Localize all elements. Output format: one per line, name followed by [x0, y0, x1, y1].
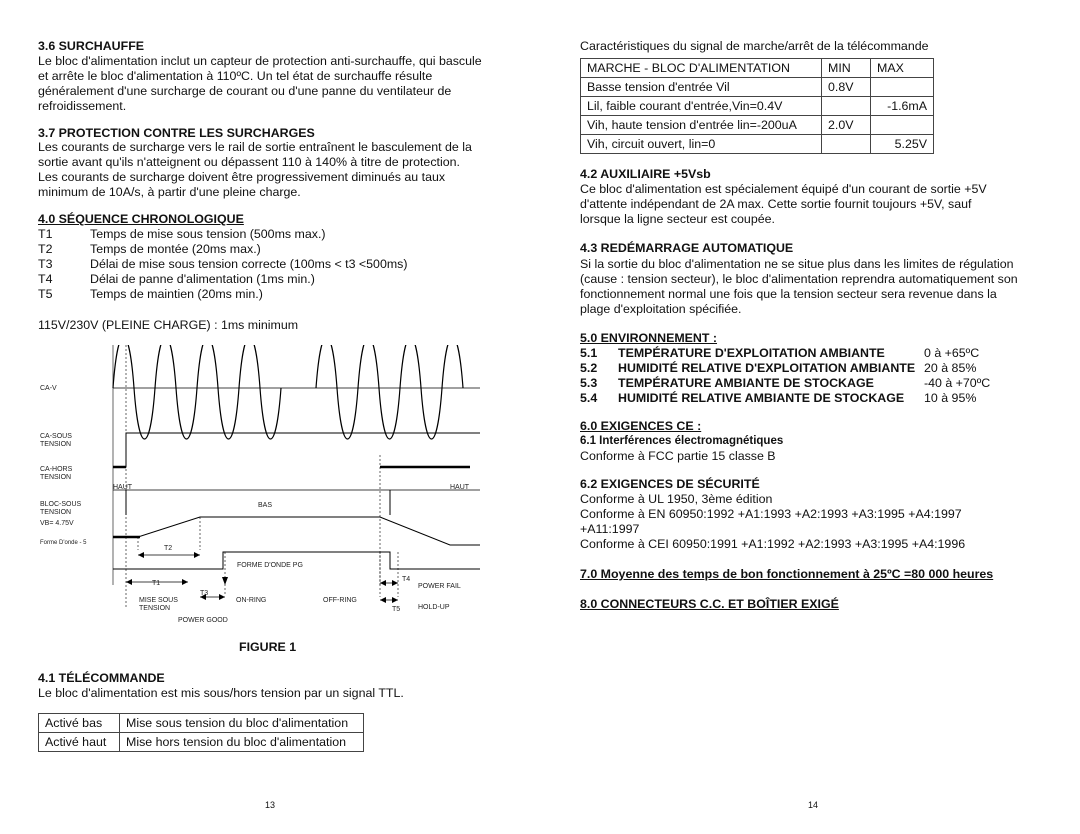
- env-value: 20 à 85%: [924, 361, 977, 375]
- text-line: Le bloc d'alimentation inclut un capteur de protection anti-surchauffe, qui bascule: [38, 54, 482, 68]
- table-cell: Vih, circuit ouvert, lin=0: [581, 135, 822, 154]
- heading-6-0: 6.0 EXIGENCES CE :: [580, 419, 702, 433]
- env-value: 10 à 95%: [924, 391, 977, 405]
- list-item: [38, 257, 408, 272]
- item-key: T2: [38, 242, 53, 256]
- table-cell: [871, 78, 934, 97]
- env-key: 5.1: [580, 346, 598, 360]
- label-mise-sous-2: TENSION: [139, 605, 171, 612]
- paragraph-3-7: [38, 140, 472, 200]
- page-number-left: 13: [265, 800, 276, 810]
- table-cell: Lil, faible courant d'entrée,Vin=0.4V: [581, 97, 822, 116]
- item-key: T5: [38, 287, 53, 301]
- item-text: Temps de maintien (20ms min.): [90, 287, 263, 301]
- timing-sequence-list: [38, 227, 408, 302]
- label-hold-up: HOLD-UP: [418, 604, 450, 611]
- item-key: T4: [38, 272, 53, 286]
- label-bas: BAS: [258, 502, 273, 509]
- list-item: [38, 242, 408, 257]
- table-cell: Mise hors tension du bloc d'alimentation: [120, 733, 364, 752]
- heading-3-7: 3.7 PROTECTION CONTRE LES SURCHARGES: [38, 126, 315, 140]
- table-header-row: [581, 59, 934, 78]
- env-label: HUMIDITÉ RELATIVE D'EXPLOITATION AMBIANTE: [618, 361, 916, 375]
- table-header-cell: MIN: [822, 59, 871, 78]
- table-cell: Basse tension d'entrée Vil: [581, 78, 822, 97]
- text-line: sortie avant qu'ils n'atteignent ou dépassent 110 à 140% à titre de protection.: [38, 155, 460, 169]
- list-item: [38, 287, 408, 302]
- timing-note: 115V/230V (PLEINE CHARGE) : 1ms minimum: [38, 318, 299, 332]
- table-cell: Mise sous tension du bloc d'alimentation: [120, 714, 364, 733]
- table-cell: [871, 116, 934, 135]
- label-t2: T2: [164, 545, 173, 552]
- ac-waveform-2: [316, 345, 463, 439]
- label-ca-hors-2: TENSION: [40, 474, 72, 481]
- table-row: [581, 97, 934, 116]
- list-item: [38, 272, 408, 287]
- env-row: [580, 361, 976, 376]
- item-text: Délai de panne d'alimentation (1ms min.): [90, 272, 315, 286]
- env-row: [580, 346, 979, 361]
- label-t1: T1: [152, 580, 161, 587]
- text-line: +A11:1997: [580, 522, 640, 536]
- text-line: (cause : tension secteur), le bloc d'alimentation reprendra automatiquement son: [580, 272, 1018, 286]
- table-cell: 0.8V: [822, 78, 871, 97]
- timing-diagram: [40, 345, 500, 635]
- label-t5: T5: [392, 606, 401, 613]
- heading-6-2: 6.2 EXIGENCES DE SÉCURITÉ: [580, 477, 760, 491]
- paragraph-3-6: [38, 54, 482, 114]
- text-line: plage d'exploitation spécifiée.: [580, 302, 742, 316]
- text-line: et arrête le bloc d'alimentation à 110ºC. Un tel état de surchauffe résulte: [38, 69, 433, 83]
- label-t3: T3: [200, 590, 209, 597]
- paragraph-4-1: Le bloc d'alimentation est mis sous/hors tension par un signal TTL.: [38, 686, 404, 700]
- text-line: fonctionnement normal une fois que la tension secteur sera revenue dans la: [580, 287, 997, 301]
- label-mise-sous: MISE SOUS: [139, 597, 178, 604]
- label-forme-pg: FORME D'ONDE PG: [237, 562, 303, 569]
- text-line: généralement d'une surcharge de courant ou d'une panne du ventilateur de: [38, 84, 452, 98]
- table-cell: [822, 135, 871, 154]
- label-ca-v: CA-V: [40, 385, 57, 392]
- table-row: [581, 135, 934, 154]
- heading-4-3: 4.3 REDÉMARRAGE AUTOMATIQUE: [580, 241, 794, 255]
- heading-5-0: 5.0 ENVIRONNEMENT :: [580, 331, 718, 345]
- env-label: TEMPÉRATURE AMBIANTE DE STOCKAGE: [618, 376, 874, 390]
- paragraph-6-2: [580, 492, 965, 552]
- table-cell: 2.0V: [822, 116, 871, 135]
- text-line: d'attente indépendant de 2A max. Cette sortie fournit toujours +5V, sauf: [580, 197, 972, 211]
- page-number-right: 14: [808, 800, 819, 810]
- heading-6-1: 6.1 Interférences électromagnétiques: [580, 435, 784, 447]
- item-text: Temps de mise sous tension (500ms max.): [90, 227, 326, 241]
- label-t4: T4: [402, 576, 411, 583]
- heading-8-0: 8.0 CONNECTEURS C.C. ET BOÎTIER EXIGÉ: [580, 597, 839, 611]
- table-cell: -1.6mA: [871, 97, 934, 116]
- remote-mode-table: [38, 713, 364, 752]
- heading-3-6: 3.6 SURCHAUFFE: [38, 39, 145, 53]
- env-value: 0 à +65ºC: [924, 346, 980, 360]
- label-bloc-sous: BLOC-SOUS: [40, 501, 82, 508]
- text-line: lorsque la ligne secteur est coupée.: [580, 212, 775, 226]
- item-key: T1: [38, 227, 53, 241]
- table-header-cell: MARCHE - BLOC D'ALIMENTATION: [581, 59, 822, 78]
- label-power-fail: POWER FAIL: [418, 583, 461, 590]
- heading-4-2: 4.2 AUXILIAIRE +5Vsb: [580, 167, 711, 181]
- item-key: T3: [38, 257, 53, 271]
- text-line: minimum de 10A/s, à partir d'une pleine charge.: [38, 185, 301, 199]
- table-cell: Activé bas: [39, 714, 120, 733]
- list-item: [38, 227, 408, 242]
- label-off-ring: OFF-RING: [323, 597, 357, 604]
- env-row: [580, 391, 976, 406]
- table-row: [39, 714, 364, 733]
- env-value: -40 à +70ºC: [924, 376, 991, 390]
- remote-signal-title: Caractéristiques du signal de marche/arrêt de la télécommande: [580, 39, 929, 53]
- label-ca-sous: CA-SOUS: [40, 433, 72, 440]
- text-line: Les courants de surcharge vers le rail de sortie entraînent le basculement de la: [38, 140, 472, 154]
- figure-caption: FIGURE 1: [239, 640, 297, 654]
- table-cell: Activé haut: [39, 733, 120, 752]
- label-ca-hors: CA-HORS: [40, 466, 73, 473]
- ac-waveform-1: [113, 345, 281, 439]
- env-row: [580, 376, 990, 391]
- label-haut-left: HAUT: [113, 484, 133, 491]
- label-vb: VB= 4.75V: [40, 520, 74, 527]
- env-key: 5.3: [580, 376, 598, 390]
- table-cell: [822, 97, 871, 116]
- text-line: Conforme à UL 1950, 3ème édition: [580, 492, 773, 506]
- env-label: TEMPÉRATURE D'EXPLOITATION AMBIANTE: [618, 346, 885, 360]
- text-line: Si la sortie du bloc d'alimentation ne se situe plus dans les limites de régulation: [580, 257, 1014, 271]
- label-on-ring: ON-RING: [236, 597, 267, 604]
- heading-4-1: 4.1 TÉLÉCOMMANDE: [38, 671, 165, 685]
- heading-4-0: 4.0 SÉQUENCE CHRONOLOGIQUE: [38, 212, 244, 226]
- env-key: 5.2: [580, 361, 598, 375]
- remote-signal-table: [580, 58, 934, 154]
- label-forme-onde: Forme D'onde - 5: [40, 540, 87, 546]
- paragraph-6-1: Conforme à FCC partie 15 classe B: [580, 449, 776, 463]
- paragraph-4-2: [580, 182, 987, 227]
- table-row: [581, 116, 934, 135]
- env-label: HUMIDITÉ RELATIVE AMBIANTE DE STOCKAGE: [618, 391, 905, 405]
- env-key: 5.4: [580, 391, 598, 405]
- table-row: [39, 733, 364, 752]
- text-line: Ce bloc d'alimentation est spécialement équipé d'un courant de sortie +5V: [580, 182, 987, 196]
- table-cell: 5.25V: [871, 135, 934, 154]
- table-row: [581, 78, 934, 97]
- text-line: Conforme à CEI 60950:1991 +A1:1992 +A2:1993 +A3:1995 +A4:1996: [580, 537, 966, 551]
- text-line: Conforme à EN 60950:1992 +A1:1993 +A2:1993 +A3:1995 +A4:1997: [580, 507, 962, 521]
- label-bloc-sous-2: TENSION: [40, 509, 72, 516]
- item-text: Délai de mise sous tension correcte (100ms < t3 <500ms): [90, 257, 408, 271]
- label-haut-right: HAUT: [450, 484, 470, 491]
- heading-7-0: 7.0 Moyenne des temps de bon fonctionnement à 25ºC =80 000 heures: [580, 567, 994, 581]
- text-line: Les courants de surcharge doivent être progressivement diminués au taux: [38, 170, 446, 184]
- label-power-good: POWER GOOD: [178, 617, 228, 624]
- table-header-cell: MAX: [871, 59, 934, 78]
- text-line: refroidissement.: [38, 99, 127, 113]
- item-text: Temps de montée (20ms max.): [90, 242, 261, 256]
- paragraph-4-3: [580, 257, 1018, 317]
- label-ca-sous-2: TENSION: [40, 441, 72, 448]
- table-cell: Vih, haute tension d'entrée lin=-200uA: [581, 116, 822, 135]
